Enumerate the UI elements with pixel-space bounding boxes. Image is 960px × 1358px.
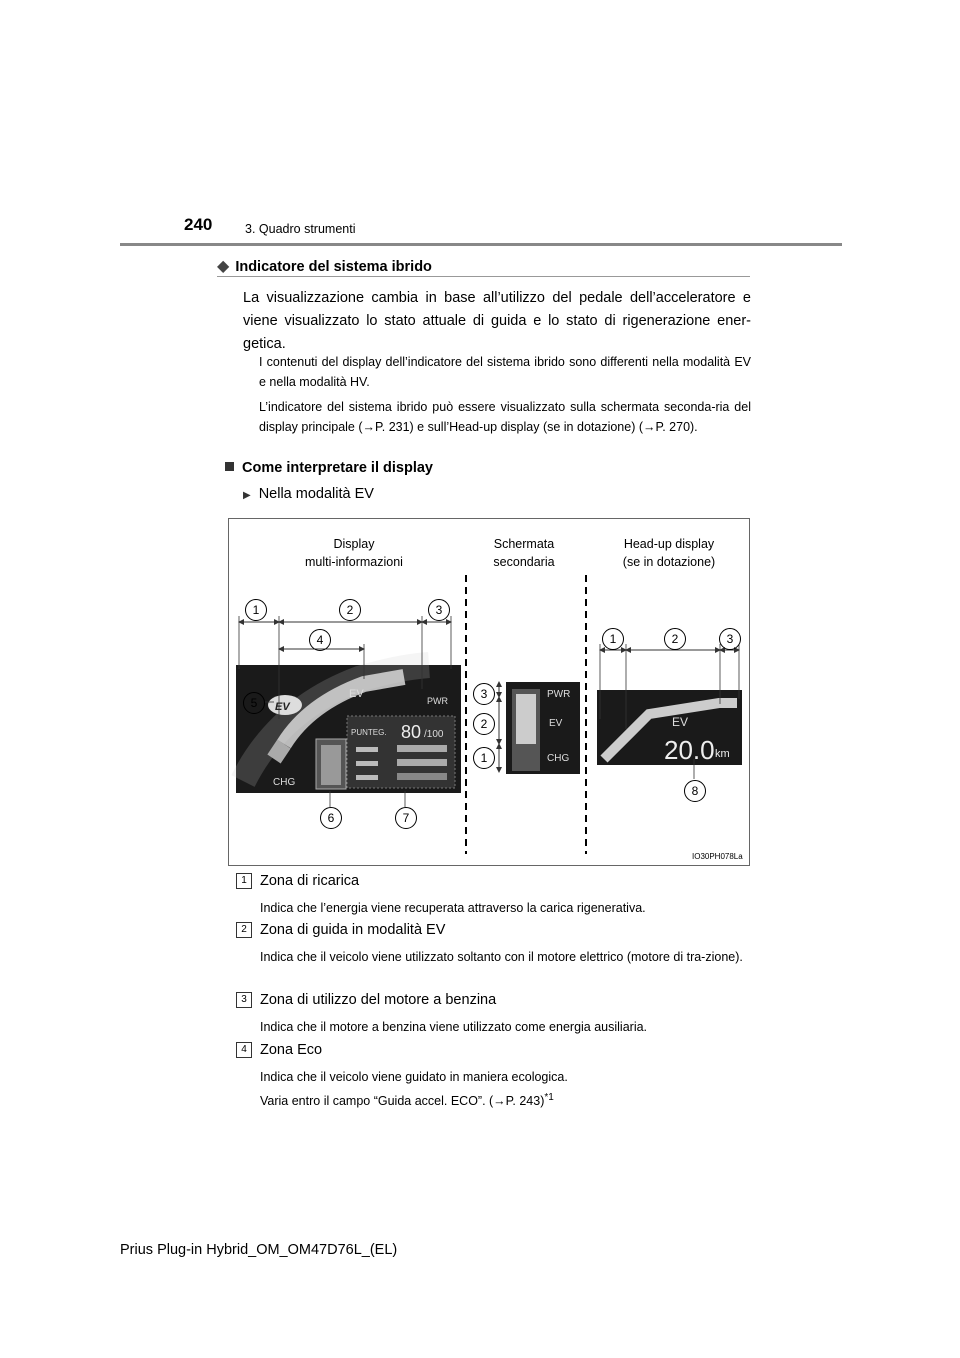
multi-info-display: [236, 665, 461, 793]
note-display-locations: L’indicatore del sistema ibrido può essere visualizzato sulla schermata seconda-ria del display principale (→P. 231) e sull’Head-up display (se in dotazione) (→P. 270).: [259, 400, 751, 434]
label-secondary-line1: Schermata: [493, 537, 555, 551]
callout-5: 5: [243, 692, 265, 714]
callout-2-secondary: 2: [473, 713, 495, 735]
callout-4: 4: [309, 629, 331, 651]
callout-6: 6: [320, 807, 342, 829]
callout-1-secondary: 1: [473, 747, 495, 769]
callout-7: 7: [395, 807, 417, 829]
item-badge-4: 4: [236, 1042, 252, 1058]
mode-label-text: Nella modalità EV: [258, 486, 374, 502]
callout-3-secondary: 3: [473, 683, 495, 705]
note-modes: I contenuti del display dell’indicatore del sistema ibrido sono differenti nella modalità EV e nella modalità HV.: [259, 355, 751, 389]
hud-ev-label: EV: [672, 715, 689, 729]
item-desc-2: Indica che il veicolo viene utilizzato soltanto con il motore elettrico (motore di tra-zione).: [260, 950, 743, 964]
secondary-chg-label: CHG: [547, 753, 570, 764]
callout-8: 8: [684, 780, 706, 802]
score-label: PUNTEG.: [351, 728, 387, 737]
item-title-2: Zona di guida in modalità EV: [260, 922, 446, 938]
item-title-3: Zona di utilizzo del motore a benzina: [260, 992, 497, 1008]
gauge-chg-label: CHG: [273, 777, 296, 788]
subsection-title: [225, 460, 433, 476]
section-title: [217, 256, 432, 276]
secondary-screen: [499, 682, 580, 774]
callout-1-hud: 1: [602, 628, 624, 650]
item-badge-2: 2: [236, 922, 252, 938]
footer-model: Prius Plug-in Hybrid_OM_OM47D76L_(EL): [120, 1242, 398, 1258]
item-desc-4b-text: Varia entro il campo “Guida accel. ECO”. (→P. 243): [260, 1094, 545, 1109]
item-badge-1: 1: [236, 873, 252, 889]
secondary-ev-label: EV: [549, 718, 563, 729]
gauge-pwr-label: PWR: [427, 696, 448, 706]
secondary-ev-bar: [516, 694, 536, 744]
callout-3-hud: 3: [719, 628, 741, 650]
score-value: 80: [401, 722, 422, 742]
section-title-text: Indicatore del sistema ibrido: [235, 259, 432, 275]
diamond-bullet-icon: ◆: [217, 258, 230, 275]
header-divider: [120, 243, 842, 246]
page-number: 240: [184, 215, 213, 234]
square-bullet-icon: [225, 462, 234, 471]
subsection-title-text: Come interpretare il display: [242, 460, 433, 476]
figure-code: IO30PH078La: [692, 852, 743, 861]
label-multi-info-line1: Display: [333, 537, 375, 551]
charge-zone-bar: [274, 744, 284, 759]
label-hud-line1: Head-up display: [623, 537, 715, 551]
battery-icon: [321, 745, 341, 785]
callout-2-multi: 2: [339, 599, 361, 621]
mode-label: [243, 486, 374, 502]
callout-1-multi: 1: [245, 599, 267, 621]
callout-2-hud: 2: [664, 628, 686, 650]
hud-distance: 20.0: [664, 735, 715, 765]
item-desc-3: Indica che il motore a benzina viene utilizzato come energia ausiliaria.: [260, 1020, 648, 1034]
chapter-title: 3. Quadro strumenti: [245, 222, 356, 236]
hud-unit: km: [715, 748, 730, 760]
label-hud-line2: (se in dotazione): [622, 555, 716, 569]
item-desc-1: Indica che l’energia viene recuperata attraverso la carica rigenerativa.: [260, 901, 646, 915]
section-divider: [217, 276, 750, 277]
secondary-pwr-label: PWR: [547, 689, 571, 700]
item-badge-3: 3: [236, 992, 252, 1008]
label-secondary-line2: secondaria: [493, 555, 555, 569]
hud-display: [597, 644, 742, 779]
hybrid-indicator-figure: [228, 518, 750, 866]
item-desc-4b: [260, 1088, 750, 1111]
score-max: /100: [424, 729, 444, 740]
callout-3-multi: 3: [428, 599, 450, 621]
item-title-4: Zona Eco: [260, 1042, 323, 1058]
footnote-marker: *1: [544, 1092, 554, 1103]
gauge-ev-label: EV: [349, 688, 364, 700]
item-title-1: Zona di ricarica: [260, 873, 360, 889]
label-multi-info-line2: multi-informazioni: [305, 555, 403, 569]
ev-indicator-text: EV: [275, 701, 290, 713]
item-desc-4: Indica che il veicolo viene guidato in maniera ecologica.: [260, 1070, 568, 1084]
intro-paragraph: La visualizzazione cambia in base all’utilizzo del pedale dell’acceleratore e viene visualizzato lo stato attuale di guida e lo stato di rigenerazione ener-getica.: [243, 290, 751, 352]
triangle-bullet-icon: ▶: [243, 490, 251, 501]
